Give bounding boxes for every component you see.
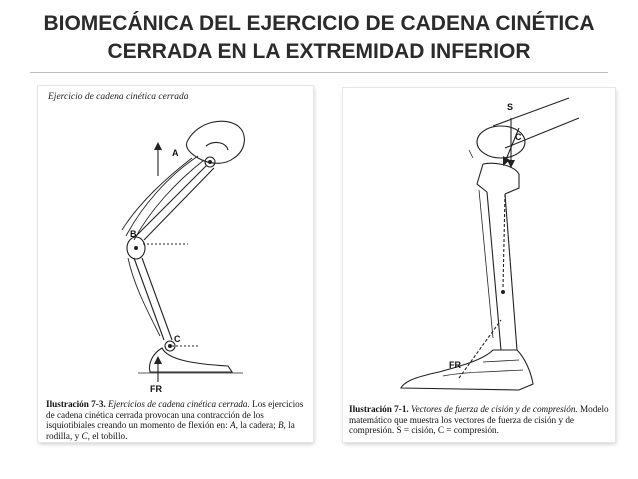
caption-title: Ejercicios de cadena cinética cerrada.	[108, 399, 250, 409]
label-fr: FR	[150, 384, 162, 394]
left-figure-panel	[38, 86, 313, 442]
label-c: C	[515, 132, 522, 142]
slide-title-line-2: CERRADA EN LA EXTREMIDAD INFERIOR	[107, 40, 531, 63]
caption-text: el tobillo.	[92, 430, 128, 441]
left-figure-header: Ejercicio de cadena cinética cerrada	[48, 92, 189, 102]
caption-ref-c: C,	[81, 430, 90, 441]
tibia-force-vectors-illustration	[343, 88, 615, 398]
title-divider	[30, 72, 608, 73]
label-b: B	[130, 229, 137, 239]
caption-text: Modelo matemático que muestra los vectores de fuerza de cisión y de compresión. S = cisión, C = compresión.	[349, 404, 609, 436]
leg-squat-illustration	[38, 86, 313, 396]
caption-text: Los ejercicios de cadena cinética cerrada provocan una contracción de los isquiotibiales creando un momento de flexión en:	[46, 399, 304, 431]
left-figure-caption	[46, 399, 308, 441]
right-figure-caption	[349, 404, 611, 436]
label-fr: FR	[449, 360, 461, 370]
caption-number: Ilustración 7-1.	[349, 404, 409, 414]
label-a: A	[172, 148, 179, 158]
caption-ref-b: B,	[277, 420, 286, 431]
caption-text: la rodilla, y	[46, 420, 295, 441]
right-figure-panel	[343, 88, 615, 442]
caption-ref-a: A,	[229, 420, 238, 431]
label-c: C	[174, 334, 181, 344]
caption-title: Vectores de fuerza de cisión y de compresión.	[411, 404, 578, 414]
slide-title-line-1: BIOMECÁNICA DEL EJERCICIO DE CADENA CINÉTICA	[43, 12, 595, 35]
caption-number: Ilustración 7-3.	[46, 399, 106, 409]
slide-title	[0, 10, 638, 66]
label-s: S	[507, 102, 514, 112]
caption-text: la cadera;	[240, 420, 276, 431]
